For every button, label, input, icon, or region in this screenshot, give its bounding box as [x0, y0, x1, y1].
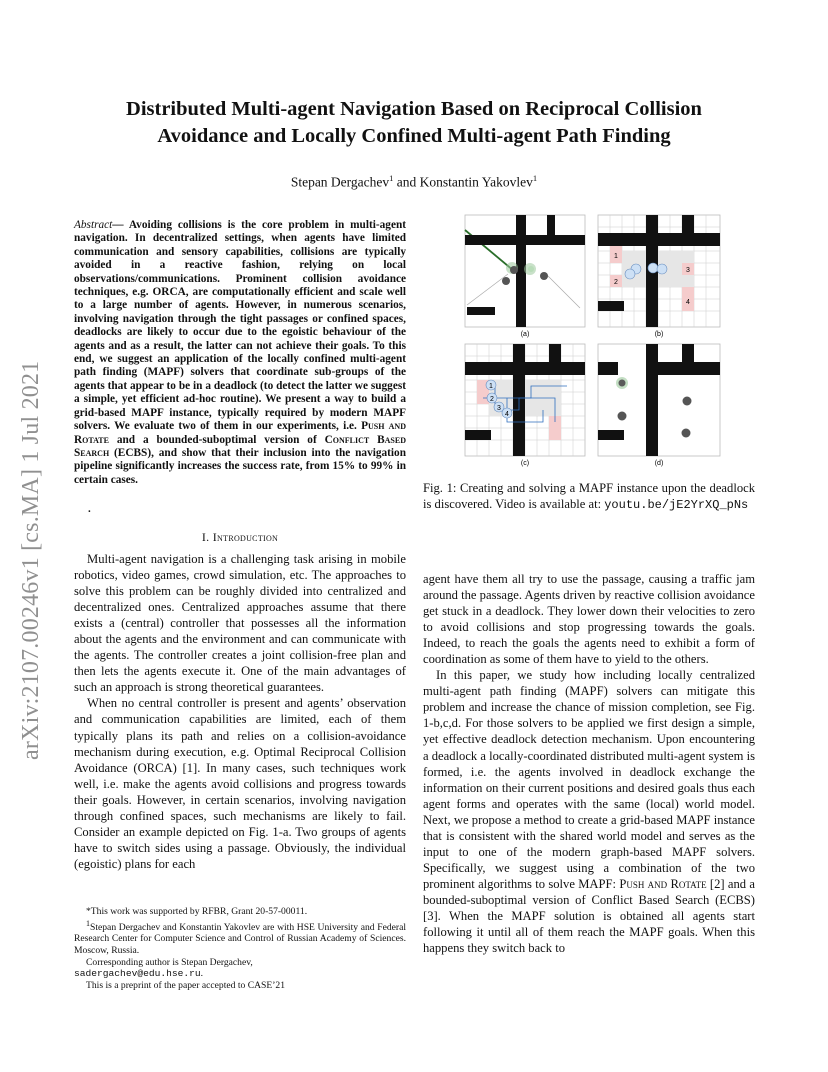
authors	[40, 173, 788, 191]
section-heading: I. Introduction	[201, 530, 279, 544]
footnote-affiliation-mark: 1	[86, 918, 90, 928]
push-rotate-term: Push and Rotate	[619, 876, 707, 891]
title-line-1: Distributed Multi-agent Navigation Based on Reciprocal Collision	[126, 98, 702, 120]
caption-text: Fig. 1: Creating and solving a MAPF instance upon the deadlock is discovered. Video is available at:	[423, 481, 755, 512]
author-email-link[interactable]: sadergachev@edu.hse.ru	[74, 968, 201, 980]
abstract-text-b: and a bounded-suboptimal version of	[108, 433, 325, 446]
agent-number: 3	[497, 405, 501, 412]
agent	[657, 264, 667, 274]
footnote-affiliation	[74, 918, 406, 957]
paragraph-text-a: In this paper, we study how including locally centralized multi-agent path finding (MAPF) solvers can mitigate this problem and increase the chance of mission completion, see Fig. 1-b,c,d. For those solvers to be applied we first design a simple, yet effective deadlock detection mechanism. Upon encountering a deadlock a locally-coordinated distributed multi-agent system is formed, i.e. the agents involved in deadlock exchange the information on their current positions and desired goals thus each agent forms and operates with the same (local) world model. Next, we propose a method to create a grid-based MAPF instance that is consistent with the shared world model and serves as the input to one of the modern graph-based MAPF solvers. Specifically, we suggest using a combination of the two prominent algorithms to solve MAPF:	[423, 668, 755, 891]
abstract-label: Abstract	[74, 219, 113, 231]
abstract-trailing-dot: .	[88, 503, 91, 515]
paragraph: agent have them all try to use the passage, causing a traffic jam around the passage. Agents driven by reactive collision avoidance get stuck in a deadlock. They lower down their velocities to zero to avoid collisions and stop progressing towards the goals. Indeed, to reach the goals the agents need to exhibit a form of coordination as some of them have to yield to the others.	[423, 572, 755, 667]
panel-d	[598, 344, 720, 467]
abstract-push-rotate: Push and Rotate	[74, 420, 406, 446]
agent	[540, 272, 548, 280]
obstacle	[465, 430, 491, 440]
obstacle	[467, 307, 495, 315]
figure-caption	[423, 480, 755, 513]
panel-b	[598, 215, 720, 338]
panel-d-label: (d)	[654, 460, 664, 467]
title-line-2: Avoidance and Locally Confined Multi-agent Path Finding	[157, 125, 671, 147]
obstacle	[598, 362, 618, 375]
agent	[619, 380, 626, 387]
paragraph-text-b: [2] and a bounded-suboptimal version of Conflict Based Search (ECBS) [3]. When the MAPF solution is obtained all agents start following it until all of them reach the MAPF goals. When this happens they switch back to	[423, 876, 755, 956]
agent	[682, 429, 691, 438]
obstacle	[658, 362, 720, 375]
abstract-text-a: Avoiding collisions is the core problem in multi-agent navigation. In decentralized settings, when agents have limited communication and sensory capabilities, collisions are typically avoided in a reactive fashion, relying on local observations/communications. Prominent collision avoidance techniques, e.g. ORCA, are computationally efficient and scale well to a large number of agents. However, in numerous scenarios, involving navigation through the tight passages or confined spaces, deadlocks are likely to occur due to the egoistic behaviour of the agents and as a result, the latter can not achieve their goals. To this end, we suggest an application of the locally confined multi-agent path finding (MAPF) solvers that coordinate sub-groups of the agents that appear to be in a deadlock (to detect the latter we suggest a simple, yet efficient ad-hoc routine). We present a way to build a grid-based MAPF instance, typically required by modern MAPF solvers. We evaluate two of them in our experiments, i.e.	[74, 219, 406, 433]
agent	[683, 397, 692, 406]
agent	[510, 266, 518, 274]
agent	[502, 277, 510, 285]
agent-number: 1	[489, 383, 493, 390]
author-1-affil: 1	[389, 173, 394, 183]
panel-a-label: (a)	[520, 331, 530, 338]
obstacle	[598, 233, 720, 246]
authors-and: and	[396, 174, 417, 190]
panel-a	[465, 215, 585, 338]
obstacle	[682, 344, 694, 362]
paragraph: Multi-agent navigation is a challenging task arising in mobile robotics, video games, crowd simulation, etc. The approaches to solve this problem can be roughly divided into centralized and decentralized ones. Centralized approaches assume that there exists a (central) controller that possesses all the information about the agents and the environment and can communicate with the agents. The controller creates a joint collision-free plan and then lets the agents execute it. One of the main advantages of such an approach is strong theoretical guarantees.	[74, 552, 406, 695]
panel-c-label: (c)	[520, 460, 530, 467]
agent-number: 4	[505, 411, 509, 418]
footnote-corresponding	[74, 957, 406, 980]
footnote-affiliation-text: Stepan Dergachev and Konstantin Yakovlev are with HSE University and Federal Research Center for Computer Science and Control of Russian Academy of Sciences. Moscow, Russia.	[74, 921, 406, 956]
paper-title	[40, 96, 788, 150]
agent	[618, 412, 627, 421]
abstract-dash: —	[112, 219, 129, 231]
author-1: Stepan Dergachev	[290, 174, 390, 190]
panel-b-label: (b)	[654, 331, 664, 338]
figure-1	[462, 212, 722, 474]
agent	[528, 266, 534, 272]
footnote-funding: *This work was supported by RFBR, Grant 20-57-00011.	[86, 906, 308, 917]
obstacle	[549, 344, 561, 362]
footnote-corresponding-text: Corresponding author is Stepan Dergachev,	[86, 956, 253, 968]
footnote-corresponding-end: .	[200, 968, 204, 980]
paragraph	[423, 667, 755, 956]
agent	[648, 263, 658, 273]
arxiv-identifier: arXiv:2107.00246v1 [cs.MA] 1 Jul 2021	[18, 360, 44, 760]
footnote-preprint: This is a preprint of the paper accepted to CASE’21	[86, 979, 286, 991]
agent	[625, 269, 635, 279]
paragraph: When no central controller is present and agents’ observation and communication capabilities are limited, each of them typically plans its path and relies on a collision-avoidance mechanism during execution, e.g. Optimal Reciprocal Collision Avoidance (ORCA) [1]. In many cases, such techniques work well, i.e. make the agents avoid collisions and progress towards their goals. However, in certain scenarios, involving navigation through confined spaces, such mechanisms are likely to fail. Consider an example depicted on Fig. 1-a. Two groups of agents have to switch sides using a passage. Obviously, the individual (egoistic) plans for each	[74, 696, 406, 871]
abstract-text-c: (ECBS), and show that their inclusion into the navigation pipeline significantly increases the success rate, from 15% to 99% in certain cases.	[74, 446, 406, 486]
obstacle	[547, 215, 555, 235]
goal-number: 4	[686, 299, 690, 306]
obstacle	[646, 344, 658, 456]
obstacle	[598, 430, 624, 440]
figure-1-graphic	[462, 212, 722, 474]
obstacle	[682, 215, 694, 233]
goal-number: 2	[614, 279, 618, 286]
author-2-affil: 1	[532, 173, 538, 183]
footnotes	[74, 906, 406, 991]
right-body	[423, 571, 755, 956]
abstract	[74, 219, 406, 487]
author-2: Konstantin Yakovlev	[419, 174, 533, 190]
video-link[interactable]: youtu.be/jE2YrXQ_pNs	[604, 498, 749, 513]
panel-c	[465, 344, 585, 467]
agent-number: 2	[490, 396, 494, 403]
goal-number: 3	[686, 267, 690, 274]
goal-number: 1	[614, 253, 618, 260]
left-body	[74, 551, 406, 872]
obstacle	[598, 301, 624, 311]
abstract-cbs: Conflict Based Search	[74, 433, 406, 459]
